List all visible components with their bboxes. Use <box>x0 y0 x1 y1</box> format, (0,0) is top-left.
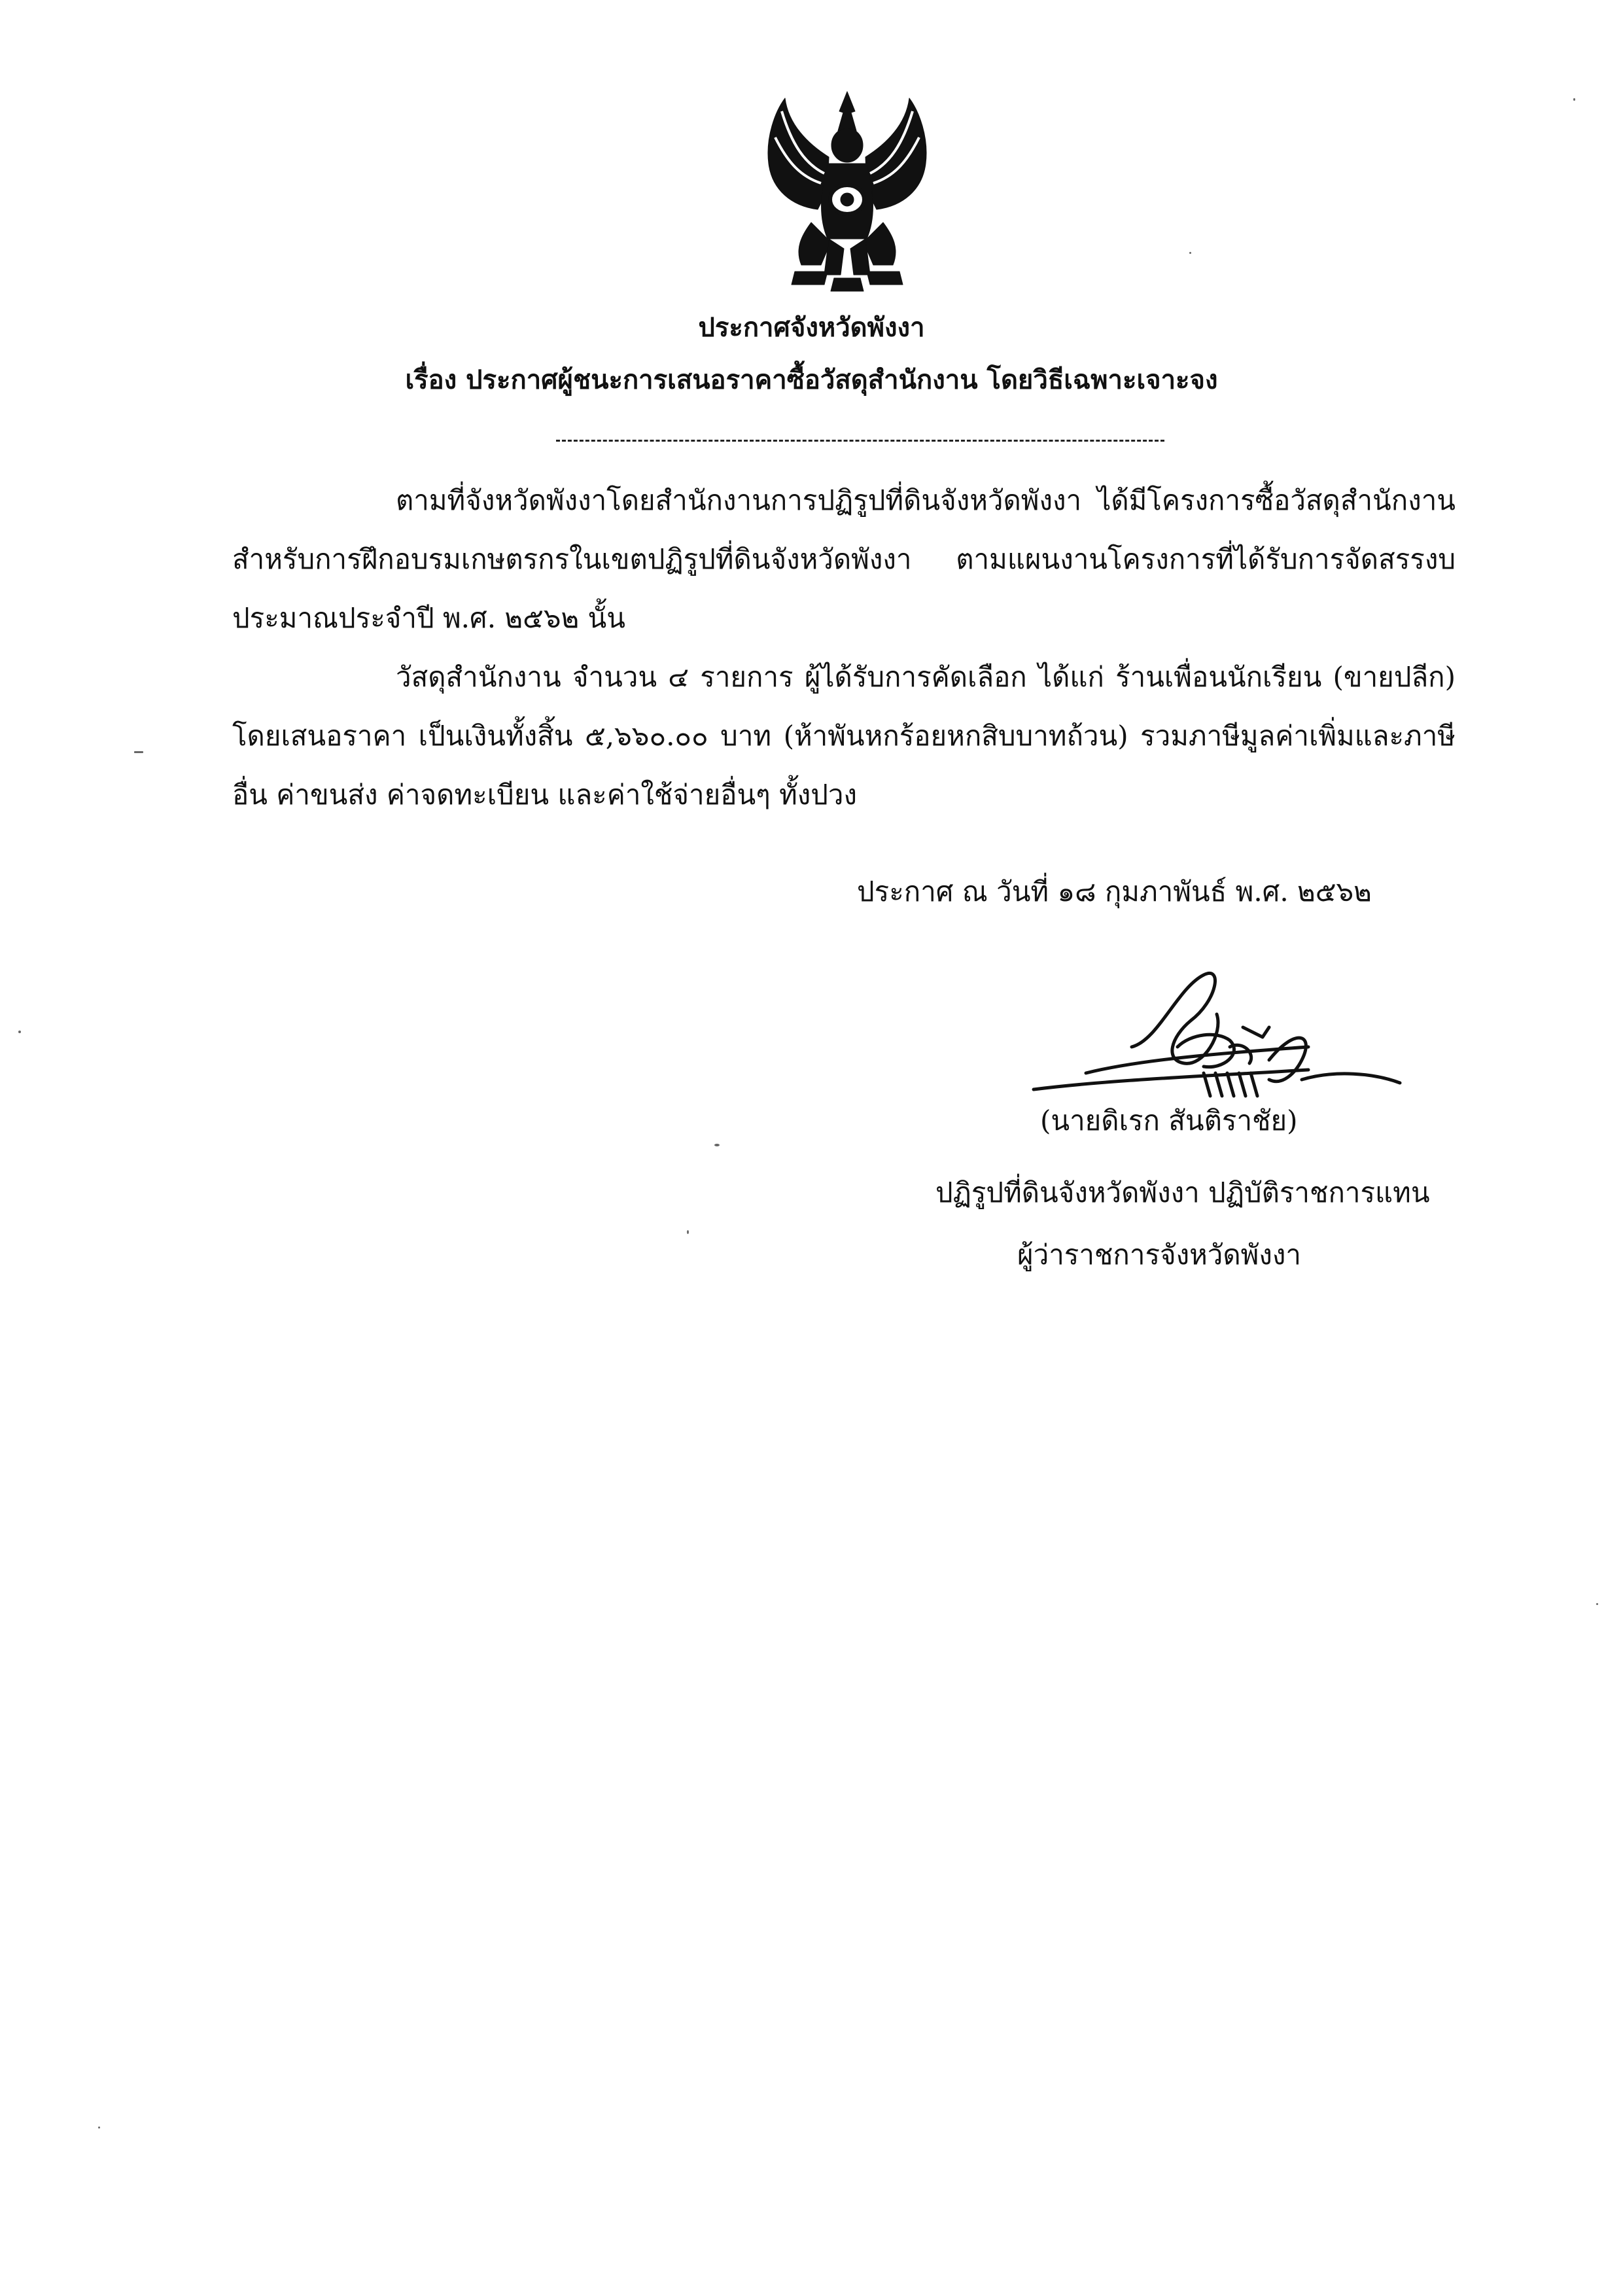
signatory-title: ผู้ว่าราชการจังหวัดพังงา <box>1017 1239 1301 1271</box>
scan-speck <box>134 751 143 753</box>
body-paragraph-1 <box>232 471 1456 648</box>
handwritten-signature <box>1007 949 1426 1119</box>
signatory-position: ปฏิรูปที่ดินจังหวัดพังงา ปฏิบัติราชการแทน <box>935 1176 1430 1209</box>
body-paragraph-2-text: วัสดุสำนักงาน จำนวน ๔ รายการ ผู้ได้รับการคัดเลือก ได้แก่ ร้านเพื่อนนักเรียน (ขายปลีก) โดยเสนอราคา เป็นเงินทั้งสิ้น ๕,๖๖๐.๐๐ บาท (ห้าพันหกร้อยหกสิบบาทถ้วน) รวมภาษีมูลค่าเพิ่มและภาษีอื่น ค่าขนส่ง ค่าจดทะเบียน และค่าใช้จ่ายอื่นๆ ทั้งปวง <box>232 661 1456 811</box>
scan-speck <box>1189 252 1191 254</box>
divider <box>556 440 1164 442</box>
scan-speck <box>687 1230 689 1234</box>
page-title: ประกาศจังหวัดพังงา <box>698 312 925 343</box>
scan-speck <box>714 1144 720 1146</box>
scan-speck <box>1596 1603 1598 1605</box>
subject-line: เรื่อง ประกาศผู้ชนะการเสนอราคาซื้อวัสดุสำนักงาน โดยวิธีเฉพาะเจาะจง <box>405 364 1218 395</box>
announcement-date: ประกาศ ณ วันที่ ๑๘ กุมภาพันธ์ พ.ศ. ๒๕๖๒ <box>857 875 1372 908</box>
scan-speck <box>98 2127 100 2128</box>
body-paragraph-2 <box>232 648 1456 824</box>
garuda-emblem-icon <box>756 85 939 294</box>
body-paragraph-1-text: ตามที่จังหวัดพังงาโดยสำนักงานการปฏิรูปที่ดินจังหวัดพังงา ได้มีโครงการซื้อวัสดุสำนักงาน สำหรับการฝึกอบรมเกษตรกรในเขตปฏิรูปที่ดินจังหวัดพังงา ตามแผนงานโครงการที่ได้รับการจัดสรรงบประมาณประจำปี พ.ศ. ๒๕๖๒ นั้น <box>232 484 1456 634</box>
signatory-name: (นายดิเรก สันติราชัย) <box>1040 1104 1298 1137</box>
scan-speck <box>18 1031 21 1033</box>
scan-speck <box>1573 98 1575 101</box>
